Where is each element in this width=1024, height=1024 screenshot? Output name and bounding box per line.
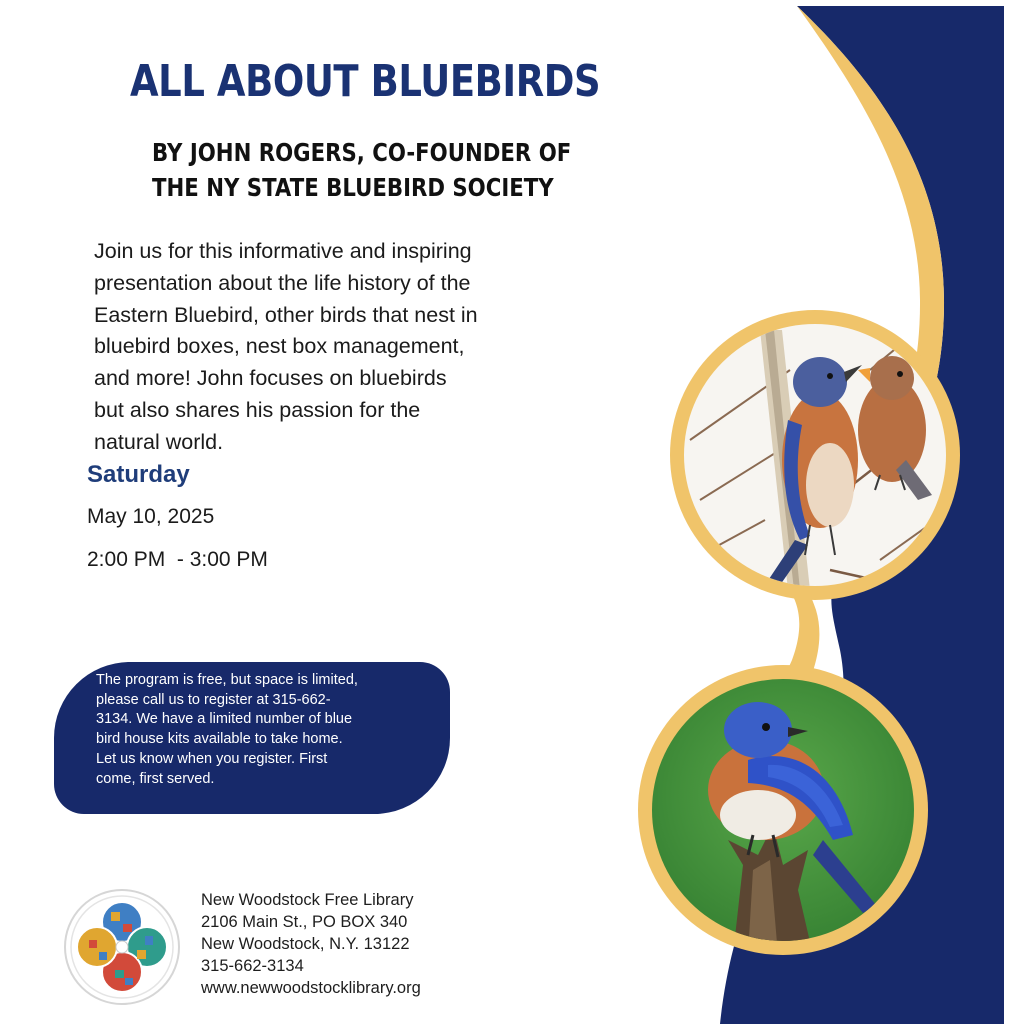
registration-line: 3134. We have a limited number of blue xyxy=(96,711,353,728)
event-time: 2:00 PM - 3:00 PM xyxy=(87,548,268,571)
library-address-line1: 2106 Main St., PO BOX 340 xyxy=(201,913,408,931)
description-line: Join us for this informative and inspiring xyxy=(94,239,472,263)
event-date: May 10, 2025 xyxy=(87,505,215,528)
two-bluebirds-on-branch-photo xyxy=(670,310,960,600)
description-line: presentation about the life history of the xyxy=(94,270,471,295)
poster-title: ALL ABOUT BLUEBIRDS xyxy=(130,56,601,107)
description-line: but also shares his passion for the xyxy=(94,397,421,422)
poster-subtitle xyxy=(152,135,571,205)
subtitle-line: THE NY STATE BLUEBIRD SOCIETY xyxy=(152,173,554,202)
library-website[interactable]: www.newwoodstocklibrary.org xyxy=(201,979,421,997)
library-address-line2: New Woodstock, N.Y. 13122 xyxy=(201,935,410,953)
event-description xyxy=(94,236,554,459)
description-line: and more! John focuses on bluebirds xyxy=(94,366,447,391)
library-phone: 315-662-3134 xyxy=(201,957,304,975)
registration-line: please call us to register at 315-662- xyxy=(96,691,331,708)
description-line: natural world. xyxy=(94,429,224,454)
event-day: Saturday xyxy=(87,461,190,488)
registration-text xyxy=(96,671,358,789)
subtitle-line: BY JOHN ROGERS, CO-FOUNDER OF xyxy=(152,138,572,167)
stained-glass-quatrefoil-logo xyxy=(63,888,181,1006)
registration-line: bird house kits available to take home. xyxy=(96,731,343,748)
description-line: bluebird boxes, nest box management, xyxy=(94,334,465,359)
registration-line: The program is free, but space is limited, xyxy=(96,672,358,688)
registration-line: come, first served. xyxy=(96,770,215,787)
description-line: Eastern Bluebird, other birds that nest in xyxy=(94,302,478,327)
registration-line: Let us know when you register. First xyxy=(96,750,328,767)
bluebird-on-stump-photo xyxy=(638,665,928,955)
library-name: New Woodstock Free Library xyxy=(201,891,414,909)
library-contact xyxy=(201,889,421,999)
